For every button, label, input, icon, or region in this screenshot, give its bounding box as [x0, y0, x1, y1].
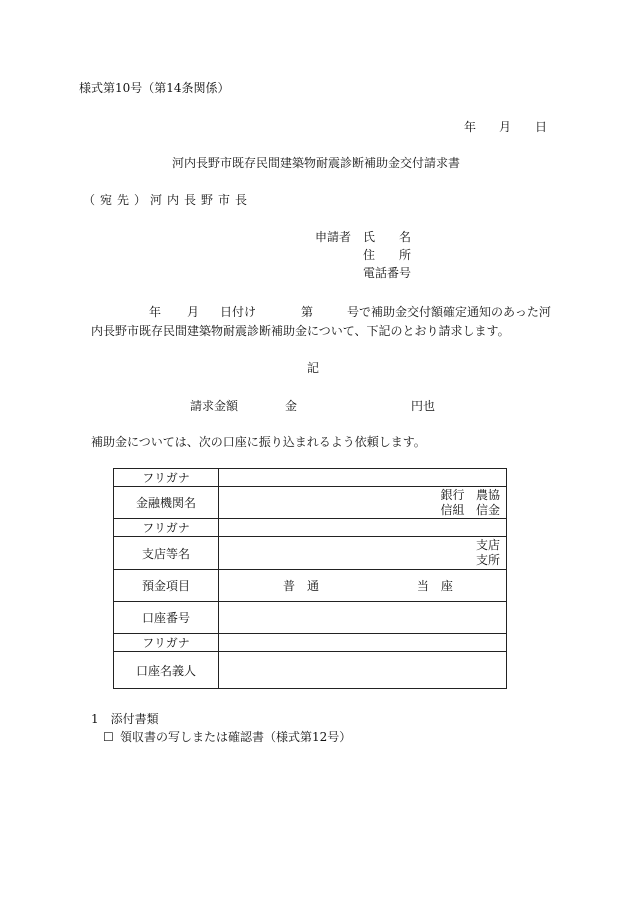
table-row [114, 570, 507, 602]
table-row [114, 634, 507, 652]
date-month-label: 月 [499, 120, 512, 134]
document-title: 河内長野市既存民間建築物耐震診断補助金交付請求書 [172, 156, 461, 170]
applicant-address-label: 住 所 [363, 248, 412, 262]
account-type-field[interactable] [219, 570, 507, 602]
date-day-label: 日 [535, 120, 548, 134]
bank-account-table [113, 468, 507, 689]
branch-furigana-field[interactable] [219, 519, 507, 537]
body-dai: 第 [301, 305, 314, 319]
account-type-futsu[interactable]: 普 通 [283, 579, 320, 593]
bank-furigana-field[interactable] [219, 469, 507, 487]
table-row [114, 469, 507, 487]
table-row [114, 537, 507, 570]
account-holder-label: 口座名義人 [114, 652, 219, 689]
body-line1: 号で補助金交付額確定通知のあった河 [347, 305, 551, 319]
bank-name-field[interactable] [219, 487, 507, 519]
amount-kin: 金 [285, 399, 298, 413]
amount-label: 請求金額 [190, 399, 239, 413]
bank-type-bank: 銀行 [440, 487, 465, 502]
holder-furigana-label: フリガナ [114, 634, 219, 652]
table-row [114, 487, 507, 519]
branch-type-shiten: 支店 [475, 538, 500, 552]
table-row [114, 652, 507, 689]
bank-name-label: 金融機関名 [114, 487, 219, 519]
attachment-checkbox[interactable]: ☐ [103, 730, 114, 744]
holder-furigana-field[interactable] [219, 634, 507, 652]
attachments-heading: 1 添付書類 [91, 712, 159, 726]
date-year-label: 年 [464, 120, 477, 134]
branch-furigana-label: フリガナ [114, 519, 219, 537]
bank-furigana-label: フリガナ [114, 469, 219, 487]
body-date-suffix: 日付け [220, 305, 257, 319]
branch-type-shisho: 支所 [475, 553, 500, 567]
body-month: 月 [187, 305, 200, 319]
table-row [114, 602, 507, 634]
account-number-label: 口座番号 [114, 602, 219, 634]
branch-name-label: 支店等名 [114, 537, 219, 570]
body-line2: 内長野市既存民間建築物耐震診断補助金について、下記のとおり請求します。 [91, 324, 510, 338]
body-year: 年 [149, 305, 162, 319]
bank-type-nokyo: 農協 [475, 487, 500, 502]
ki-label: 記 [307, 361, 320, 375]
account-number-field[interactable] [219, 602, 507, 634]
table-row [114, 519, 507, 537]
bank-type-shinkin: 信金 [475, 502, 500, 517]
applicant-label: 申請者 [315, 230, 352, 244]
account-type-toza[interactable]: 当 座 [416, 579, 453, 593]
account-type-label: 預金項目 [114, 570, 219, 602]
amount-unit: 円也 [411, 399, 436, 413]
addressee-name: 河内長野市長 [150, 193, 253, 207]
applicant-name-label: 氏 名 [363, 230, 412, 244]
bank-type-shinkumi: 信組 [440, 502, 465, 517]
attachment-item: 領収書の写しまたは確認書（様式第12号） [120, 730, 352, 744]
applicant-phone-label: 電話番号 [363, 266, 412, 280]
form-number: 様式第10号（第14条関係） [79, 81, 230, 95]
branch-name-field[interactable] [219, 537, 507, 570]
transfer-request: 補助金については、次の口座に振り込まれるよう依頼します。 [91, 435, 426, 449]
account-holder-field[interactable] [219, 652, 507, 689]
addressee-label: （宛先） [83, 193, 152, 207]
